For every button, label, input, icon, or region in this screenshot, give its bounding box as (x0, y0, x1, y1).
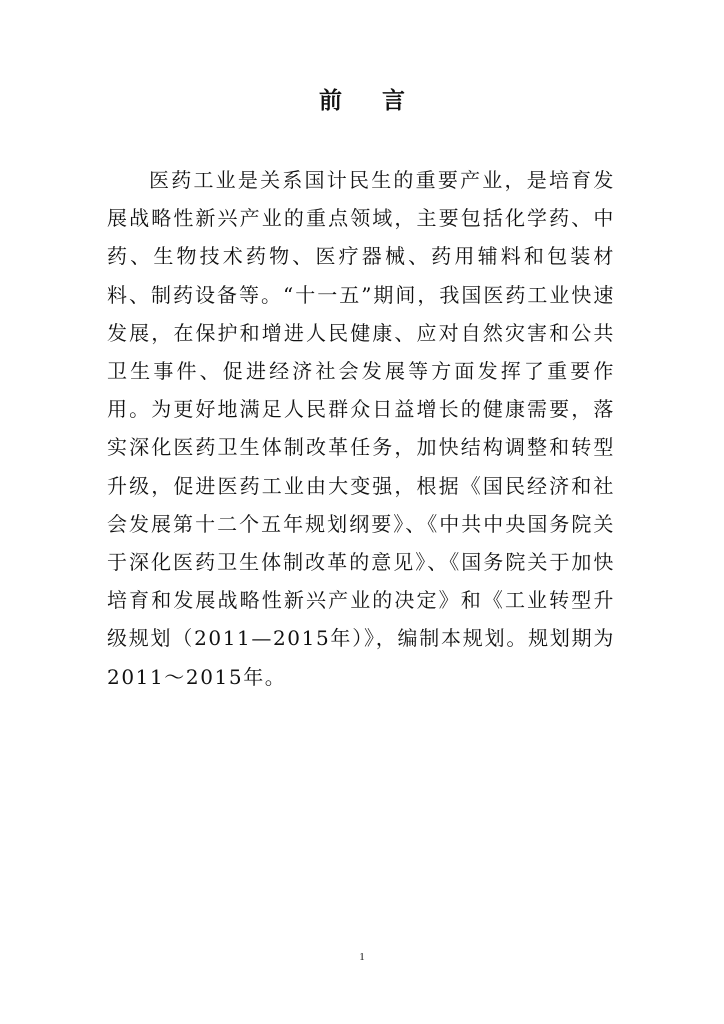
page-number: 1 (359, 951, 365, 963)
preface-paragraph: 医药工业是关系国计民生的重要产业，是培育发展战略性新兴产业的重点领域，主要包括化学药、中药、生物技术药物、医疗器械、药用辅料和包装材料、制药设备等。“十一五”期间，我国医药工业快速发展，在保护和增进人民健康、应对自然灾害和公共卫生事件、促进经济社会发展等方面发挥了重要作用。为更好地满足人民群众日益增长的健康需要，落实深化医药卫生体制改革任务，加快结构调整和转型升级，促进医药工业由大变强，根据《国民经济和社会发展第十二个五年规划纲要》、《中共中央国务院关于深化医药卫生体制改革的意见》、《国务院关于加快培育和发展战略性新兴产业的决定》和《工业转型升级规划（2011—2015年）》，编制本规划。规划期为2011～2015年。 (107, 168, 615, 689)
page-title: 前言 (319, 88, 445, 114)
